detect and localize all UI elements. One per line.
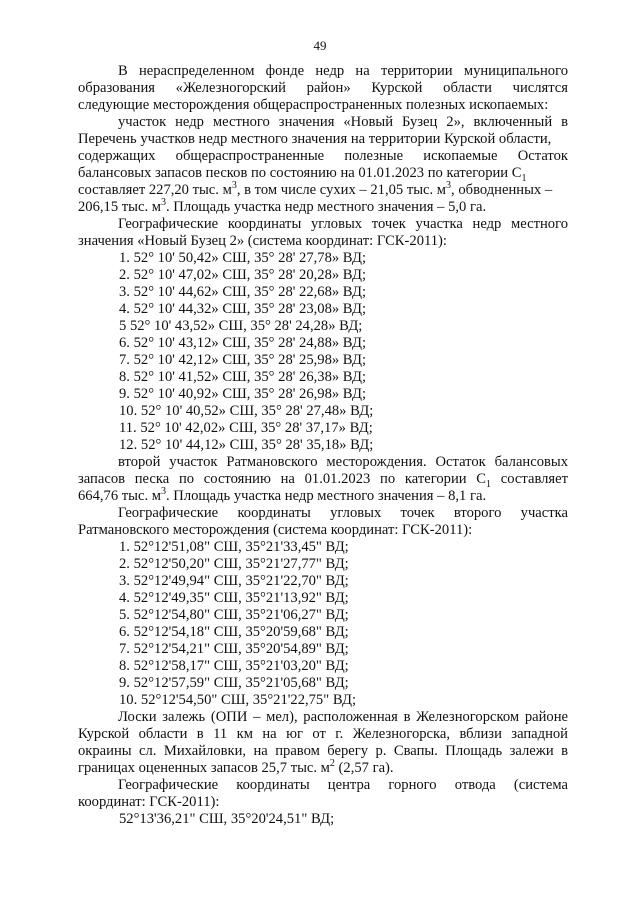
text-line: окраины сл. Михайловки, на правом берегу р. Свапы. Площадь залежи в — [78, 743, 568, 759]
site1-description — [78, 114, 568, 216]
text-line: границах оцененных запасов 25,7 тыс. $м^2$ (2,57 га). — [78, 758, 394, 776]
text-line: Географические координаты центра горного отвода (система — [118, 777, 568, 793]
site3-description — [78, 709, 568, 777]
coordinate-item: 11. 52° 10' 42,02» СШ, 35° 28' 37,17» ВД; — [119, 420, 373, 436]
text-line: второй участок Ратмановского месторождения. Остаток балансовых — [118, 454, 568, 470]
coordinate-item: 12. 52° 10' 44,12» СШ, 35° 28' 35,18» ВД; — [119, 437, 374, 453]
coordinate-item: 3. 52° 10' 44,62» СШ, 35° 28' 22,68» ВД; — [119, 284, 366, 300]
coordinate-item: 9. 52° 10' 40,92» СШ, 35° 28' 26,98» ВД; — [119, 386, 366, 402]
text-line: составляет 227,20 тыс. $м^3$, в том числе сухих – 21,05 тыс. $м^3$, обводненных – — [78, 180, 553, 198]
text-line: образования «Железногорский район» Курской области числятся — [78, 80, 568, 96]
coordinate-item: 5 52° 10' 43,52» СШ, 35° 28' 24,28» ВД; — [119, 318, 363, 334]
text-line: 206,15 тыс. $м^3$. Площадь участка недр местного значения – 5,0 га. — [78, 197, 487, 215]
text-line: балансовых запасов песков по состоянию на 01.01.2023 по категории $C_1$ — [78, 165, 527, 184]
site1-coords-heading — [78, 216, 568, 250]
coordinate-item: 7. 52° 10' 42,12» СШ, 35° 28' 25,98» ВД; — [119, 352, 366, 368]
text-line: 664,76 тыс. $м^3$. Площадь участка недр местного значения – 8,1 га. — [78, 486, 487, 504]
coordinate-item: 8. 52°12'58,17" СШ, 35°21'03,20" ВД; — [119, 658, 349, 674]
text-line: Перечень участков недр местного значения на территории Курской области, — [78, 131, 552, 147]
text-line: Лоски залежь (ОПИ – мел), расположенная в Железногорском районе — [118, 709, 568, 725]
site2-description — [78, 454, 568, 505]
text-line: участок недр местного значения «Новый Бузец 2», включенный в — [118, 114, 568, 130]
text-line: Географические координаты угловых точек второго участка — [118, 505, 568, 521]
text-line: значения «Новый Бузец 2» (система координат: ГСК-2011): — [78, 233, 447, 249]
site3-coordinate — [78, 811, 568, 828]
text-line: координат: ГСК-2011): — [78, 794, 220, 810]
text-line: В нераспределенном фонде недр на территории муниципального — [118, 63, 568, 79]
coordinate-item: 8. 52° 10' 41,52» СШ, 35° 28' 26,38» ВД; — [119, 369, 366, 385]
intro-paragraph — [78, 63, 568, 114]
text-line: содержащих общераспространенные полезные ископаемые Остаток — [78, 148, 568, 164]
coordinate-item: 6. 52°12'54,18" СШ, 35°20'59,68" ВД; — [119, 624, 349, 640]
site1-coordinate-list — [78, 250, 568, 454]
document-body — [78, 63, 568, 828]
coordinate-item: 7. 52°12'54,21" СШ, 35°20'54,89" ВД; — [119, 641, 349, 657]
coordinate-item: 2. 52° 10' 47,02» СШ, 35° 28' 20,28» ВД; — [119, 267, 366, 283]
coordinate-item: 10. 52° 10' 40,52» СШ, 35° 28' 27,48» ВД; — [119, 403, 374, 419]
coordinate-item: 4. 52° 10' 44,32» СШ, 35° 28' 23,08» ВД; — [119, 301, 366, 317]
text-line: запасов песка по состоянию на 01.01.2023 по категории $C_1$ составляет — [78, 471, 568, 490]
text-line: Курской области в 11 км на юг от г. Железногорска, вблизи западной — [78, 726, 568, 742]
page-number: 49 — [313, 38, 327, 53]
coordinate-item: 1. 52°12'51,08" СШ, 35°21'33,45" ВД; — [119, 539, 349, 555]
coordinate-item: 2. 52°12'50,20" СШ, 35°21'27,77" ВД; — [119, 556, 349, 572]
text-line: следующие месторождения общераспространенных полезных ископаемых: — [78, 97, 549, 113]
coordinate-item: 4. 52°12'49,35" СШ, 35°21'13,92" ВД; — [119, 590, 349, 606]
site2-coordinate-list — [78, 539, 568, 709]
text-line: Географические координаты угловых точек участка недр местного — [118, 216, 568, 232]
site2-coords-heading — [78, 505, 568, 539]
coordinate-item: 6. 52° 10' 43,12» СШ, 35° 28' 24,88» ВД; — [119, 335, 366, 351]
text-line: Ратмановского месторождения (система координат: ГСК-2011): — [78, 522, 473, 538]
coordinate-item: 52°13'36,21" СШ, 35°20'24,51" ВД; — [119, 811, 335, 827]
coordinate-item: 9. 52°12'57,59" СШ, 35°21'05,68" ВД; — [119, 675, 349, 691]
coordinate-item: 1. 52° 10' 50,42» СШ, 35° 28' 27,78» ВД; — [119, 250, 366, 266]
site3-coords-heading — [78, 777, 568, 811]
coordinate-item: 5. 52°12'54,80" СШ, 35°21'06,27" ВД; — [119, 607, 349, 623]
coordinate-item: 3. 52°12'49,94" СШ, 35°21'22,70" ВД; — [119, 573, 349, 589]
coordinate-item: 10. 52°12'54,50" СШ, 35°21'22,75" ВД; — [119, 692, 357, 708]
